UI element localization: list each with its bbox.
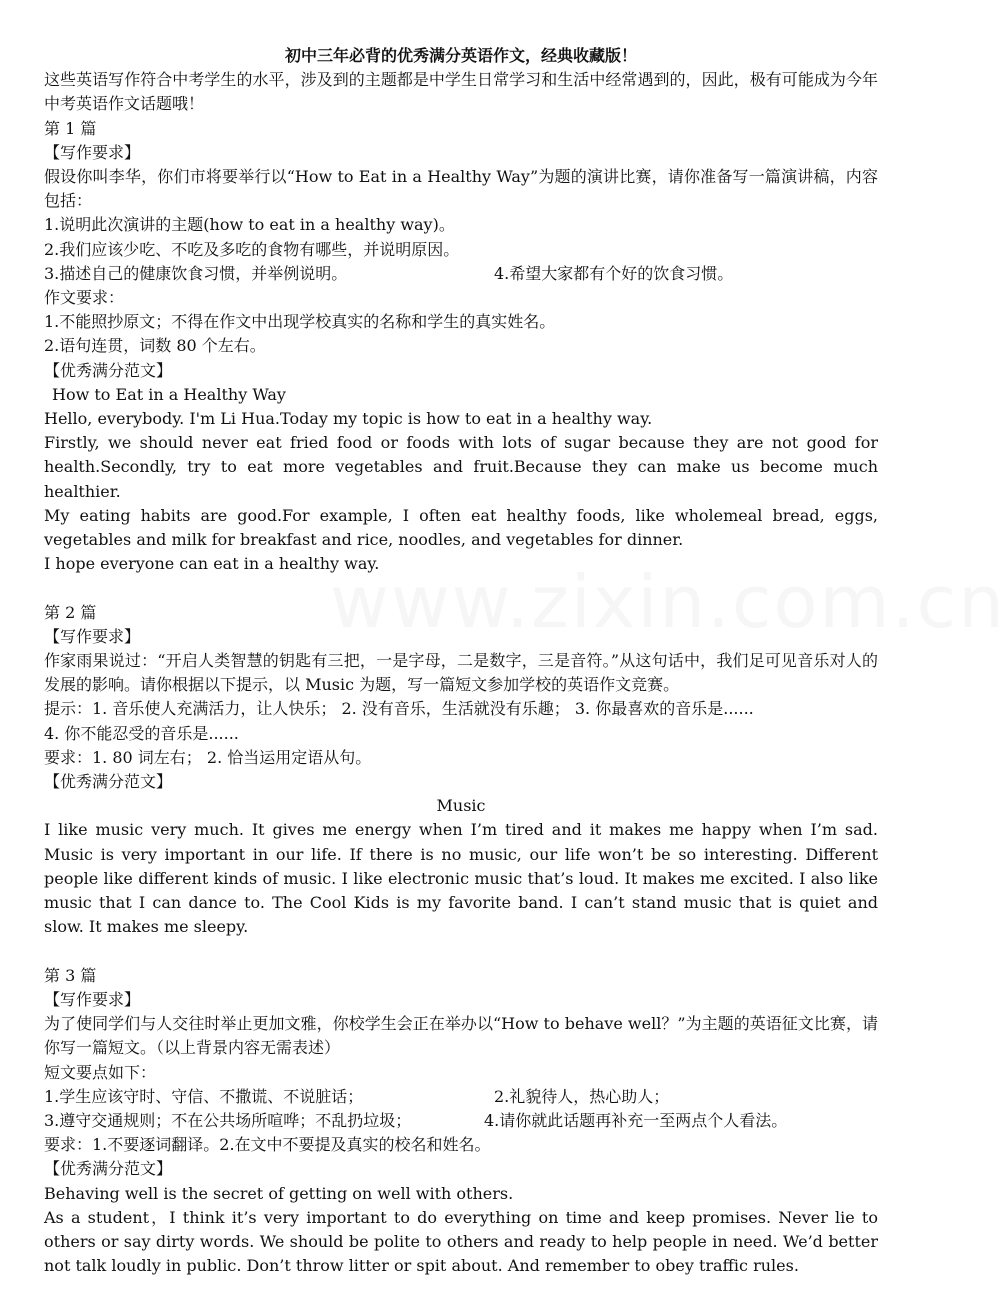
essay2-requirement-label: 【写作要求】 — [44, 626, 141, 646]
essay3-heading: 第 3 篇 — [44, 965, 97, 985]
essay1-rule-1: 1.不能照抄原文；不得在作文中出现学校真实的名称和学生的真实姓名。 — [44, 312, 556, 332]
essay1-rule-2: 2.语句连贯，词数 80 个左右。 — [44, 336, 266, 356]
essay3-rules: 要求：1.不要逐词翻译。2.在文中不要提及真实的校名和姓名。 — [44, 1135, 491, 1155]
essay3-point-3: 3.遵守交通规则；不在公共场所喧哗；不乱扔垃圾； — [44, 1110, 412, 1130]
essay3-points-row-2 — [44, 1109, 878, 1133]
essay2-rules: 要求：1. 80 词左右； 2. 恰当运用定语从句。 — [44, 747, 372, 767]
essay3-point-1: 1.学生应该守时、守信、不撒谎、不说脏话； — [44, 1086, 364, 1106]
essay2-hint-4: 4. 你不能忍受的音乐是...... — [44, 723, 239, 743]
essay1-title: How to Eat in a Healthy Way — [52, 384, 286, 404]
essay3-sample-label: 【优秀满分范文】 — [44, 1159, 173, 1179]
essay3-points-label: 短文要点如下： — [44, 1062, 157, 1082]
essay1-points-row — [44, 262, 878, 286]
essay1-point-1: 1.说明此次演讲的主题(how to eat in a healthy way)。 — [44, 215, 455, 235]
essay1-paragraph-1: Hello, everybody. I'm Li Hua.Today my topic is how to eat in a healthy way. — [44, 409, 653, 429]
essay1-paragraph-2: Firstly, we should never eat fried food or foods with lots of sugar because they are not good for health.Secondly, try to eat more vegetables and fruit.Because they can make us become much healthier. — [44, 433, 878, 501]
essay1-point-2: 2.我们应该少吃、不吃及多吃的食物有哪些，并说明原因。 — [44, 239, 460, 259]
essay3-points-row-1 — [44, 1085, 878, 1109]
essay2-sample-label: 【优秀满分范文】 — [44, 772, 173, 792]
essay1-point-3: 3.描述自己的健康饮食习惯，并举例说明。 — [44, 263, 348, 283]
essay3-paragraph-2: As a student，I think it’s very important to do everything on time and keep promises. Never lie to others or say dirty words. We should be polite to others and ready to help people in need. We’d better not talk loudly in public. Don’t throw litter or spit about. And remember to obey traffic rules. — [44, 1207, 878, 1276]
essay1-point-4: 4.希望大家都有个好的饮食习惯。 — [494, 263, 734, 283]
essay1-sample-label: 【优秀满分范文】 — [44, 360, 173, 380]
essay1-paragraph-3: My eating habits are good.For example, I often eat healthy foods, like wholemeal bread, eggs, vegetables and milk for breakfast and rice, noodles, and vegetables for dinner. — [44, 505, 878, 550]
spacer — [44, 940, 878, 964]
essay3-point-4: 4.请你就此话题再补充一至两点个人看法。 — [484, 1110, 788, 1130]
essay1-rules-label: 作文要求： — [44, 288, 125, 308]
essay1-requirement-intro: 假设你叫李华，你们市将要举行以“How to Eat in a Healthy Way”为题的演讲比赛，请你准备写一篇演讲稿，内容包括： — [44, 167, 878, 211]
document-title: 初中三年必背的优秀满分英语作文，经典收藏版！ — [284, 46, 637, 65]
essay1-requirement-label: 【写作要求】 — [44, 142, 141, 162]
document-page — [44, 44, 878, 1278]
essay1-heading: 第 1 篇 — [44, 118, 97, 138]
essay2-heading: 第 2 篇 — [44, 602, 97, 622]
essay3-requirement-intro: 为了使同学们与人交往时举止更加文雅，你校学生会正在举办以“How to behave well？”为主题的英语征文比赛，请你写一篇短文。（以上背景内容无需表述） — [44, 1014, 878, 1058]
spacer — [44, 576, 878, 600]
essay3-requirement-label: 【写作要求】 — [44, 989, 141, 1009]
essay3-paragraph-1: Behaving well is the secret of getting on well with others. — [44, 1183, 514, 1203]
essay2-title: Music — [436, 796, 486, 816]
essay2-body: I like music very much. It gives me energy when I’m tired and it makes me happy when I’m sad. Music is very important in our life. If there is no music, our life won’t be so interesting. Different people like different kinds of music. I like electronic music that’s loud. It makes me excited. I also like music that I can dance to. The Cool Kids is my favorite band. I can’t stand music that is quiet and slow. It makes me sleepy. — [44, 820, 878, 937]
watermark: www.zixin.com.cn — [330, 560, 1006, 644]
intro-paragraph: 这些英语写作符合中考学生的水平，涉及到的主题都是中学生日常学习和生活中经常遇到的，因此，极有可能成为今年中考英语作文话题哦！ — [44, 70, 878, 114]
essay2-hints: 提示：1. 音乐使人充满活力，让人快乐； 2. 没有音乐，生活就没有乐趣； 3. 你最喜欢的音乐是...... — [44, 699, 754, 719]
essay3-point-2: 2.礼貌待人，热心助人； — [494, 1086, 670, 1106]
essay1-paragraph-4: I hope everyone can eat in a healthy way. — [44, 554, 380, 574]
essay2-requirement-intro: 作家雨果说过：“开启人类智慧的钥匙有三把，一是字母，二是数字，三是音符。”从这句话中，我们足可见音乐对人的发展的影响。请你根据以下提示，以 Music 为题，写一篇短文参加学校的英语作文竞赛。 — [44, 651, 878, 695]
